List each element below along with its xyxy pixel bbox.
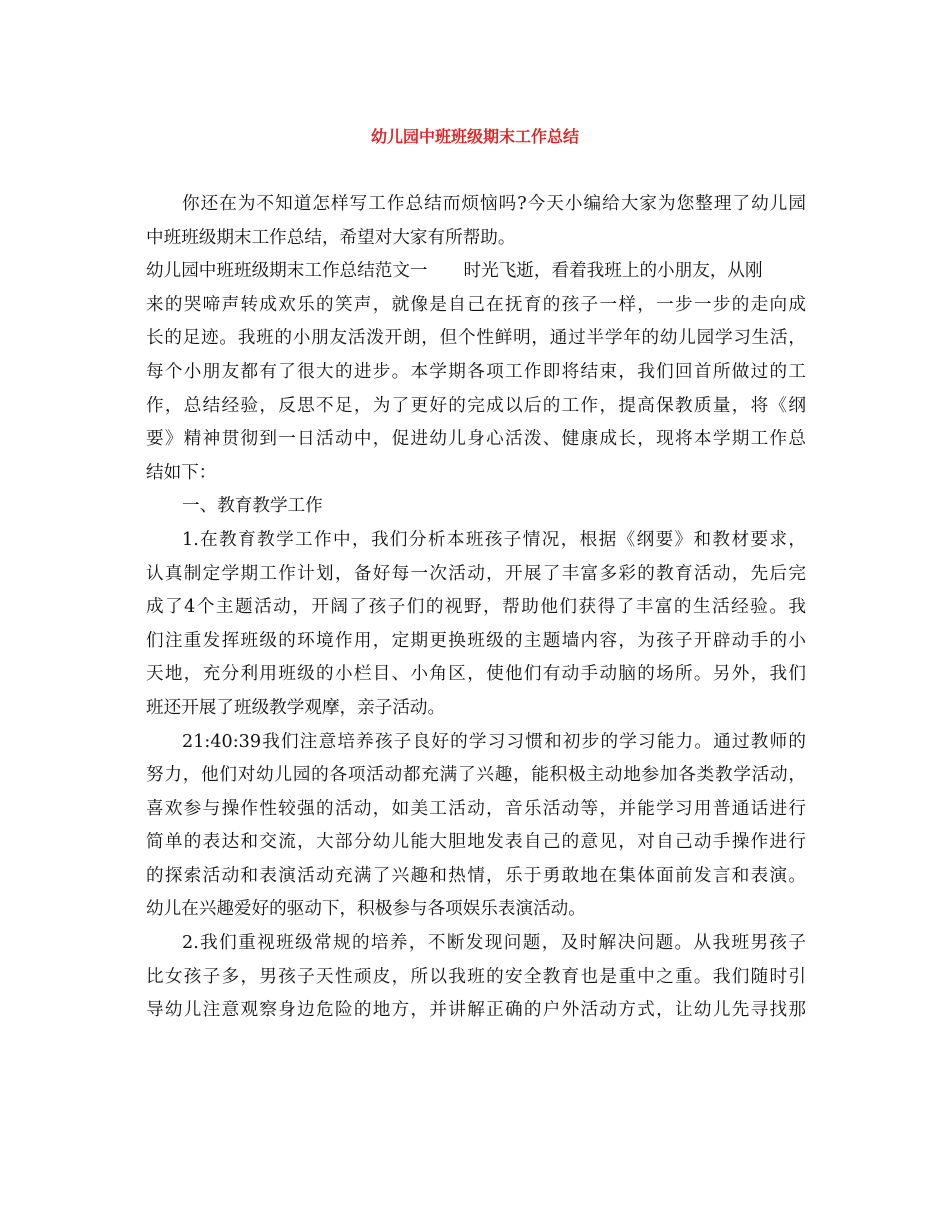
text-line: 成了4个主题活动，开阔了孩子们的视野，帮助他们获得了丰富的生活经验。我 xyxy=(146,597,806,618)
document-title: 幼儿园中班班级期末工作总结 xyxy=(370,127,579,146)
text-line: 比女孩子多，男孩子天性顽皮，所以我班的安全教育也是重中之重。我们随时引 xyxy=(146,966,806,987)
text-line: 结如下： xyxy=(146,462,217,483)
text-line: 21:40:39我们注意培养孩子良好的学习习惯和初步的学习能力。通过教师的 xyxy=(182,731,806,752)
text-line: 要》精神贯彻到一日活动中，促进幼儿身心活泼、健康成长，现将本学期工作总 xyxy=(146,429,806,450)
text-line: 班还开展了班级教学观摩，亲子活动。 xyxy=(146,697,446,718)
sample-heading: 幼儿园中班班级期末工作总结范文一 xyxy=(146,261,428,282)
text-line: 每个小朋友都有了很大的进步。本学期各项工作即将结束，我们回首所做过的工 xyxy=(146,361,806,382)
text-line: 喜欢参与操作性较强的活动，如美工活动，音乐活动等，并能学习用普通话进行 xyxy=(146,798,806,819)
document-body xyxy=(146,188,806,1028)
text-line: 来的哭啼声转成欢乐的笑声，就像是自己在抚育的孩子一样，一步一步的走向成 xyxy=(146,294,806,315)
text-line: 认真制定学期工作计划，备好每一次活动，开展了丰富多彩的教育活动，先后完 xyxy=(146,563,806,584)
text-fragment: 时光飞逝，看着我班上的小朋友，从刚 xyxy=(463,261,763,282)
text-line-combined xyxy=(146,255,806,289)
text-line: 的探索活动和表演活动充满了兴趣和热情，乐于勇敢地在集体面前发言和表演。 xyxy=(146,865,806,886)
text-line: 长的足迹。我班的小朋友活泼开朗，但个性鲜明，通过半学年的幼儿园学习生活， xyxy=(146,328,806,349)
text-line: 们注重发挥班级的环境作用，定期更换班级的主题墙内容，为孩子开辟动手的小 xyxy=(146,630,806,651)
text-line: 导幼儿注意观察身边危险的地方，并讲解正确的户外活动方式，让幼儿先寻找那 xyxy=(146,1000,806,1021)
text-line: 你还在为不知道怎样写工作总结而烦恼吗?今天小编给大家为您整理了幼儿园 xyxy=(182,194,806,214)
text-line: 简单的表达和交流，大部分幼儿能大胆地发表自己的意见，对自己动手操作进行 xyxy=(146,832,806,853)
text-line: 作，总结经验，反思不足，为了更好的完成以后的工作，提高保教质量，将《纲 xyxy=(146,395,806,416)
section-heading: 一、教育教学工作 xyxy=(182,496,323,517)
text-line: 2.我们重视班级常规的培养，不断发现问题，及时解决问题。从我班男孩子 xyxy=(182,933,806,954)
text-line: 幼儿在兴趣爱好的驱动下，积极参与各项娱乐表演活动。 xyxy=(146,899,586,920)
text-line: 努力，他们对幼儿园的各项活动都充满了兴趣，能积极主动地参加各类教学活动， xyxy=(146,765,806,786)
text-line: 天地，充分利用班级的小栏目、小角区，使他们有动手动脑的场所。另外，我们 xyxy=(146,664,806,685)
text-line: 1.在教育教学工作中，我们分析本班孩子情况，根据《纲要》和教材要求， xyxy=(182,529,806,550)
text-line: 中班班级期末工作总结，希望对大家有所帮助。 xyxy=(146,227,516,248)
